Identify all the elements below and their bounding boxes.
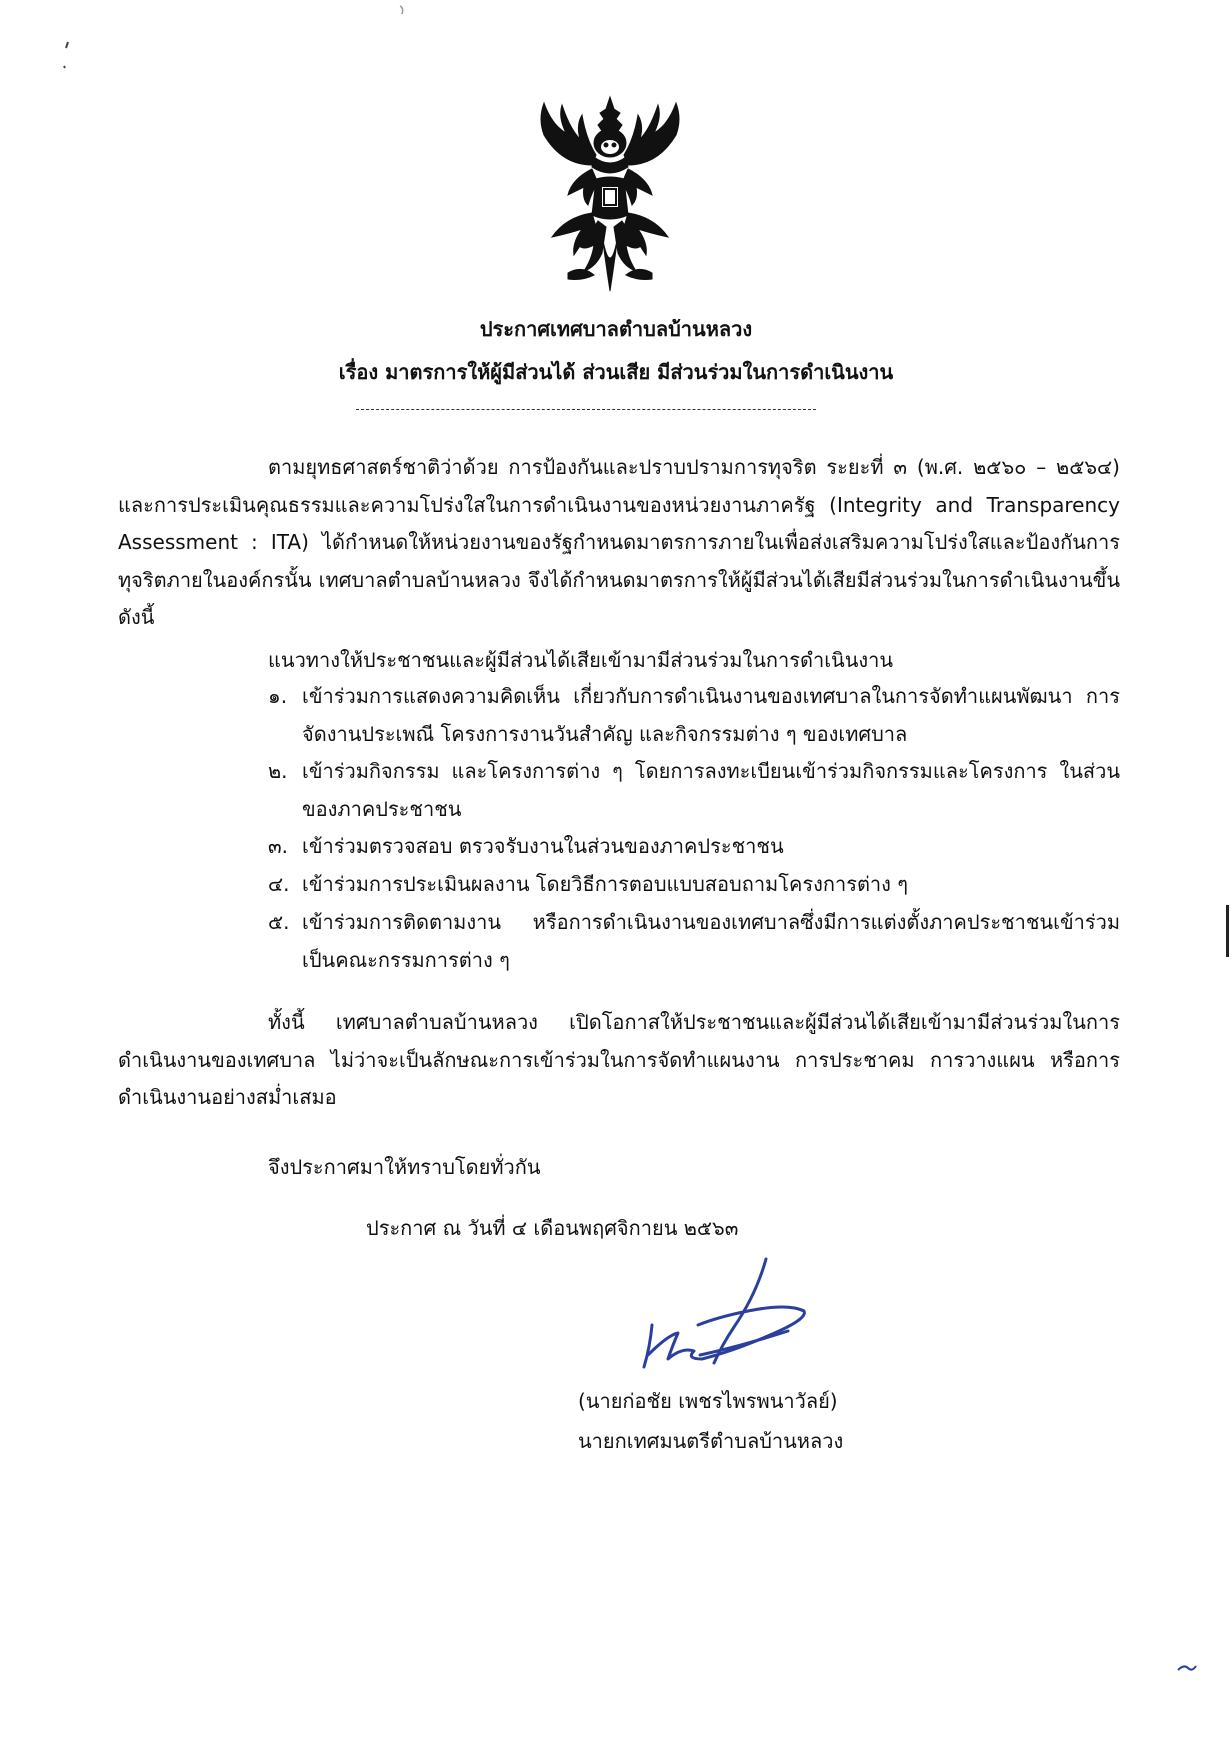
document-title: ประกาศเทศบาลตำบลบ้านหลวง (479, 317, 753, 341)
list-item-number: ๕. (268, 910, 290, 934)
list-item (268, 753, 1120, 828)
closing-statement: จึงประกาศมาให้ทราบโดยทั่วกัน (268, 1155, 541, 1179)
announcement-date: ประกาศ ณ วันที่ ๔ เดือนพฤศจิกายน ๒๕๖๓ (366, 1216, 739, 1240)
scan-edge-mark (1226, 905, 1229, 957)
list-item-text: เข้าร่วมการติดตามงาน หรือการดำเนินงานของเทศบาลซึ่งมีการแต่งตั้งภาคประชาชนเข้าร่วมเป็นคณะกรรมการต่าง ๆ (302, 910, 1120, 972)
list-item (268, 828, 1120, 866)
list-item-number: ๑. (268, 684, 288, 708)
guideline-heading: แนวทางให้ประชาชนและผู้มีส่วนได้เสียเข้ามามีส่วนร่วมในการดำเนินงาน (268, 648, 894, 672)
signatory-position: นายกเทศมนตรีตำบลบ้านหลวง (578, 1429, 844, 1453)
intro-text: ตามยุทธศาสตร์ชาติว่าด้วย การป้องกันและปราบปรามการทุจริต ระยะที่ ๓ (พ.ศ. ๒๕๖๐ – ๒๕๖๔) และการประเมินคุณธรรมและความโปร่งใสในการดำเนินงานของหน่วยงานภาครัฐ (Integrity and Transparency Assessment : ITA) ได้กำหนดให้หน่วยงานของรัฐกำหนดมาตรการภายในเพื่อส่งเสริมความโปร่งใสและป้องกันการทุจริตภายในองค์กรนั้น เทศบาลตำบลบ้านหลวง จึงได้กำหนดมาตรการให้ผู้มีส่วนได้เสียมีส่วนร่วมในการดำเนินงานขึ้น ดังนี้ (118, 455, 1120, 629)
conclusion-text: ทั้งนี้ เทศบาลตำบลบ้านหลวง เปิดโอกาสให้ประชาชนและผู้มีส่วนได้เสียเข้ามามีส่วนร่วมในการดำเนินงานของเทศบาล ไม่ว่าจะเป็นลักษณะการเข้าร่วมในการจัดทำแผนงาน การประชาคม การวางแผน หรือการดำเนินงานอย่างสม่ำเสมอ (118, 1010, 1120, 1109)
list-item (268, 904, 1120, 979)
list-item (268, 678, 1120, 753)
intro-paragraph (118, 449, 1120, 637)
list-item-number: ๔. (268, 872, 290, 896)
list-item-text: เข้าร่วมการแสดงความคิดเห็น เกี่ยวกับการดำเนินงานของเทศบาลในการจัดทำแผนพัฒนา การจัดงานประเพณี โครงการงานวันสำคัญ และกิจกรรมต่าง ๆ ของเทศบาล (302, 684, 1120, 746)
list-item-text: เข้าร่วมกิจกรรม และโครงการต่าง ๆ โดยการลงทะเบียนเข้าร่วมกิจกรรมและโครงการ ในส่วนของภาคประชาชน (302, 759, 1120, 821)
document-subject: เรื่อง มาตรการให้ผู้มีส่วนได้ ส่วนเสีย มีส่วนร่วมในการดำเนินงาน (338, 360, 894, 384)
page-mark (1176, 1662, 1198, 1674)
list-item-text: เข้าร่วมการประเมินผลงาน โดยวิธีการตอบแบบสอบถามโครงการต่าง ๆ (302, 872, 909, 896)
list-item-number: ๓. (268, 834, 289, 858)
scan-speck (396, 4, 408, 18)
handwritten-signature (638, 1255, 828, 1375)
title-divider (356, 409, 816, 410)
list-item-text: เข้าร่วมตรวจสอบ ตรวจรับงานในส่วนของภาคประชาชน (302, 834, 784, 858)
scan-speck (62, 40, 72, 70)
list-item (268, 866, 1120, 904)
signatory-name: (นายก่อชัย เพชรไพรพนาวัลย์) (578, 1389, 838, 1413)
garuda-emblem-icon (522, 95, 698, 295)
list-item-number: ๒. (268, 759, 288, 783)
conclusion-paragraph (118, 1004, 1120, 1117)
